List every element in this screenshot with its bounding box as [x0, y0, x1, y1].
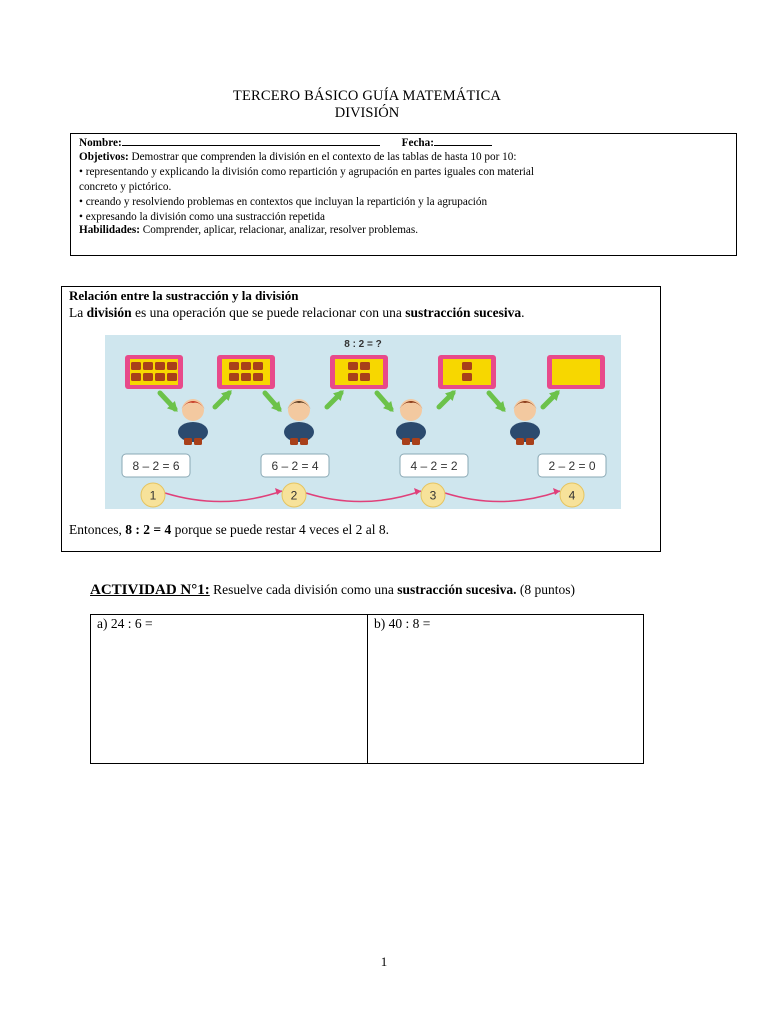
chocolate	[526, 438, 534, 445]
nombre-label: Nombre:	[79, 137, 122, 149]
chocolate	[462, 362, 472, 370]
bullet-1a: • representando y explicando la división como repartición y agrupación en partes iguales con material	[79, 166, 534, 178]
relation-text-bold2: sustracción sucesiva	[405, 305, 522, 320]
chocolate	[241, 373, 251, 381]
item-b: b) 40 : 8 =	[374, 616, 431, 631]
chocolate	[131, 362, 141, 370]
chocolate	[253, 362, 263, 370]
step-2	[282, 483, 306, 507]
chocolate	[290, 438, 298, 445]
step-number: 4	[568, 488, 576, 503]
child-body	[510, 422, 540, 442]
activity-instruction-post: (8 puntos)	[516, 582, 575, 597]
fecha-label: Fecha:	[401, 137, 434, 149]
relation-text	[69, 305, 525, 321]
equation-text: 8 – 2 = 6	[132, 459, 180, 473]
habilidades-label: Habilidades:	[79, 224, 140, 236]
tray-surface	[335, 359, 383, 385]
relation-title: Relación entre la sustracción y la división	[69, 288, 299, 303]
tray-3	[330, 355, 388, 389]
habilidades-text: Comprender, aplicar, relacionar, analizar, resolver problemas.	[139, 224, 419, 236]
relation-text-post: .	[521, 305, 525, 320]
chocolate	[167, 362, 177, 370]
chocolate	[360, 373, 370, 381]
bullet-3: • expresando la división como una sustracción repetida	[79, 211, 325, 223]
child-body	[178, 422, 208, 442]
tray-2	[217, 355, 275, 389]
chocolate	[300, 438, 308, 445]
chocolate	[184, 438, 192, 445]
nombre-blank	[122, 135, 380, 146]
fecha-blank	[434, 135, 492, 146]
activity-table	[90, 614, 644, 764]
habilidades-line	[79, 223, 418, 237]
relation-box	[61, 286, 661, 552]
equation-text: 6 – 2 = 4	[271, 459, 319, 473]
step-4	[560, 483, 584, 507]
activity-instruction-pre: Resuelve cada división como una	[209, 582, 398, 597]
step-number: 3	[429, 488, 437, 503]
division-illustration	[105, 335, 621, 509]
chocolate	[360, 362, 370, 370]
chocolate	[462, 373, 472, 381]
chocolate	[143, 362, 153, 370]
chocolate	[229, 373, 239, 381]
relation-text-mid: es una operación que se puede relacionar con una	[131, 305, 406, 320]
bullet-1b: concreto y pictórico.	[79, 181, 172, 193]
conclusion-text	[69, 522, 389, 538]
table-divider	[367, 615, 368, 763]
chocolate	[143, 373, 153, 381]
objetivos-text: Demostrar que comprenden la división en el contexto de las tablas de hasta 10 por 10:	[128, 151, 517, 163]
chocolate	[167, 373, 177, 381]
name-date-line	[79, 135, 492, 150]
illustration-question: 8 : 2 = ?	[344, 339, 382, 350]
objetivos-line	[79, 150, 516, 164]
tray-5	[547, 355, 605, 389]
chocolate	[155, 373, 165, 381]
tray-4	[438, 355, 496, 389]
page-number: 1	[380, 954, 388, 969]
equation-4	[538, 454, 606, 477]
step-number: 1	[149, 488, 157, 503]
equation-3	[400, 454, 468, 477]
step-number: 2	[290, 488, 298, 503]
equation-text: 2 – 2 = 0	[548, 459, 596, 473]
guide-title: TERCERO BÁSICO GUÍA MATEMÁTICA	[232, 88, 502, 104]
relation-text-bold1: división	[86, 305, 132, 320]
activity-heading: ACTIVIDAD N°1:	[90, 582, 210, 598]
chocolate	[348, 362, 358, 370]
child-body	[284, 422, 314, 442]
step-1	[141, 483, 165, 507]
chocolate	[194, 438, 202, 445]
chocolate	[241, 362, 251, 370]
bullet-2: • creando y resolviendo problemas en contextos que incluyan la repartición y la agrupación	[79, 196, 488, 208]
objetivos-label: Objetivos:	[79, 151, 129, 163]
conclusion-pre: Entonces,	[69, 522, 126, 537]
equation-2	[261, 454, 329, 477]
equation-text: 4 – 2 = 2	[410, 459, 458, 473]
item-a: a) 24 : 6 =	[97, 616, 153, 631]
chocolate	[412, 438, 420, 445]
relation-text-pre: La	[69, 305, 87, 320]
step-3	[421, 483, 445, 507]
tray-surface	[552, 359, 600, 385]
conclusion-bold: 8 : 2 = 4	[125, 522, 172, 537]
equation-1	[122, 454, 190, 477]
info-box	[70, 133, 737, 256]
chocolate	[131, 373, 141, 381]
tray-1	[125, 355, 183, 389]
guide-subtitle: DIVISIÓN	[334, 105, 400, 121]
chocolate	[402, 438, 410, 445]
chocolate	[155, 362, 165, 370]
chocolate	[253, 373, 263, 381]
activity-instruction-bold: sustracción sucesiva.	[397, 582, 517, 597]
chocolate	[229, 362, 239, 370]
conclusion-post: porque se puede restar 4 veces el 2 al 8.	[171, 522, 389, 537]
activity-title	[90, 582, 575, 599]
chocolate	[348, 373, 358, 381]
chocolate	[516, 438, 524, 445]
child-body	[396, 422, 426, 442]
